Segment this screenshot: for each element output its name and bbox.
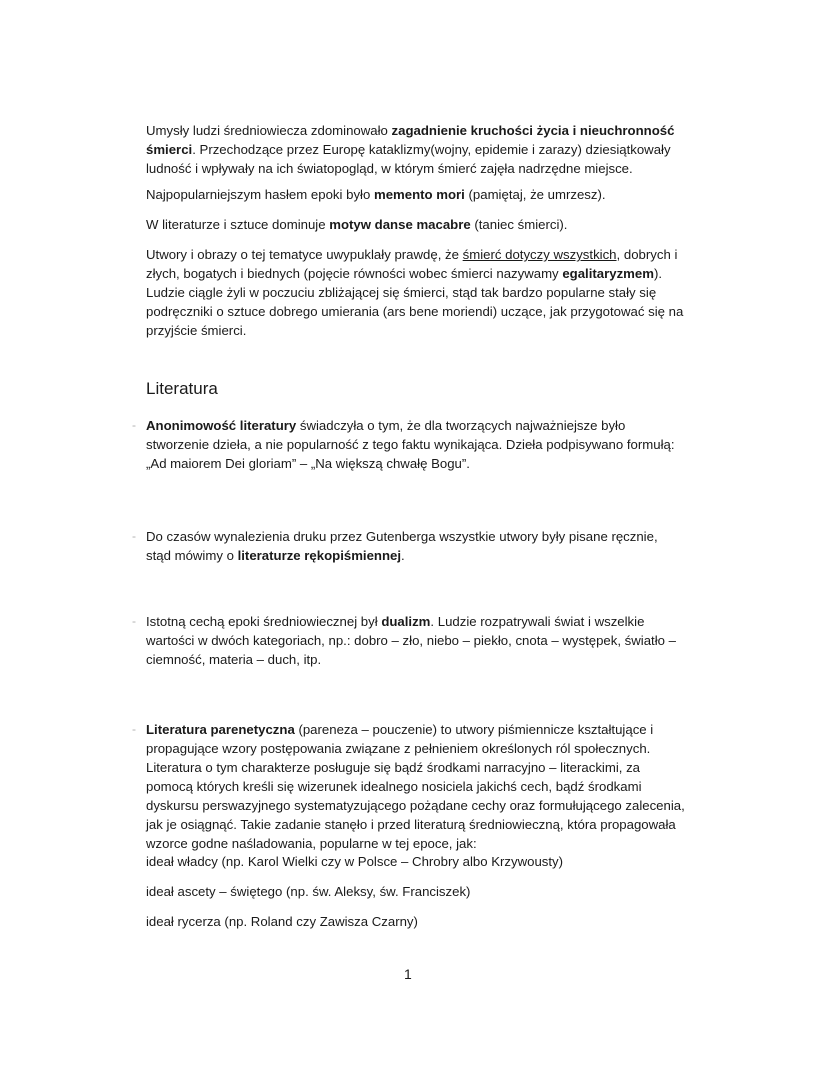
section-paragraph-2 xyxy=(146,527,686,565)
text-span: . Ludzie rozpatrywali świat i wszelkie wartości w dwóch kategoriach, np.: dobro – zło, niebo – piekło, cnota – występek, światło – ciemność, materia – duch, itp. xyxy=(146,614,676,667)
text-span: Utwory i obrazy o tej tematyce uwypuklały prawdę, że xyxy=(146,247,463,262)
bullet-marker: - xyxy=(132,722,136,736)
bold-phrase: Anonimowość literatury xyxy=(146,418,297,433)
ideal-item: ideał władcy (np. Karol Wielki czy w Polsce – Chrobry albo Krzywousty) xyxy=(146,854,564,869)
text-span: Do czasów wynalezienia druku przez Gutenberga wszystkie utwory były pisane ręcznie, stąd mówimy o xyxy=(146,529,658,563)
intro-paragraph-3 xyxy=(146,215,686,234)
text-span: Najpopularniejszym hasłem epoki było xyxy=(146,187,374,202)
intro-paragraph-2 xyxy=(146,185,686,204)
bullet-marker: - xyxy=(132,418,136,432)
bullet-marker: - xyxy=(132,529,136,543)
text-span: W literaturze i sztuce dominuje xyxy=(146,217,330,232)
text-span: . Przechodzące przez Europę kataklizmy(wojny, epidemie i zarazy) dziesiątkowały ludność i wpływały na ich światopogląd, w którym śmierć zajęła nadrzędne miejsce. xyxy=(146,142,671,176)
bullet-marker: - xyxy=(132,614,136,628)
bold-phrase: dualizm xyxy=(381,614,431,629)
text-span: (pareneza – pouczenie) to utwory piśmiennicze kształtujące i propagujące wzory postępowania związane z pełnieniem określonych ról społecznych. Literatura o tym charakterze posługuje się bądź środkami narracyjno – literackimi, za pomocą których kreśli się wizerunek idealnego nosiciela jakichś cech, bądź środkami dyskursu perswazyjnego systematyzującego pożądane cechy oraz formułującego zalecenia, jak je osiągnąć. Takie zadanie stanęło i przed literaturą średniowieczną, która propagowała wzorce godne naśladowania, popularne w tej epoce, jak: xyxy=(146,722,685,851)
section-paragraph-1 xyxy=(146,416,686,473)
ideal-item: ideał ascety – świętego (np. św. Aleksy, św. Franciszek) xyxy=(146,884,471,899)
underlined-phrase: śmierć dotyczy wszystkich xyxy=(462,247,617,262)
text-span: ). Ludzie ciągle żyli w poczuciu zbliżającej się śmierci, stąd tak bardzo popularne stały się podręczniki o sztuce dobrego umierania (ars bene moriendi) uczące, jak przygotować się na przyjście śmierci. xyxy=(146,266,684,338)
bold-phrase: Literatura parenetyczna xyxy=(146,722,295,737)
bold-phrase: literaturze rękopiśmiennej xyxy=(237,548,402,563)
bold-phrase: motyw danse macabre xyxy=(329,217,471,232)
text-span: Umysły ludzi średniowiecza zdominowało xyxy=(146,123,392,138)
text-span: Istotną cechą epoki średniowiecznej był xyxy=(146,614,382,629)
text-span: . xyxy=(401,548,405,563)
text-span: (taniec śmierci). xyxy=(470,217,568,232)
page-number: 1 xyxy=(404,966,412,982)
section-paragraph-3 xyxy=(146,612,686,669)
section-heading: Literatura xyxy=(146,379,218,398)
text-span: (pamiętaj, że umrzesz). xyxy=(464,187,606,202)
bold-phrase: memento mori xyxy=(373,187,465,202)
text-span: świadczyła o tym, że dla tworzących najważniejsze było stworzenie dzieła, a nie popularność z tego faktu wynikająca. Dzieła podpisywano formułą: „Ad maiorem Dei gloriam” – „Na większą chwałę Bogu”. xyxy=(146,418,675,471)
section-paragraph-4 xyxy=(146,720,686,853)
bold-phrase: zagadnienie kruchości życia i nieuchronność śmierci xyxy=(146,123,675,157)
ideal-item: ideał rycerza (np. Roland czy Zawisza Czarny) xyxy=(146,914,418,929)
bold-phrase: egalitaryzmem xyxy=(562,266,654,281)
text-span: , dobrych i złych, bogatych i biednych (pojęcie równości wobec śmierci nazywamy xyxy=(146,247,678,281)
intro-paragraph-4 xyxy=(146,245,686,340)
intro-paragraph-1 xyxy=(146,121,686,178)
